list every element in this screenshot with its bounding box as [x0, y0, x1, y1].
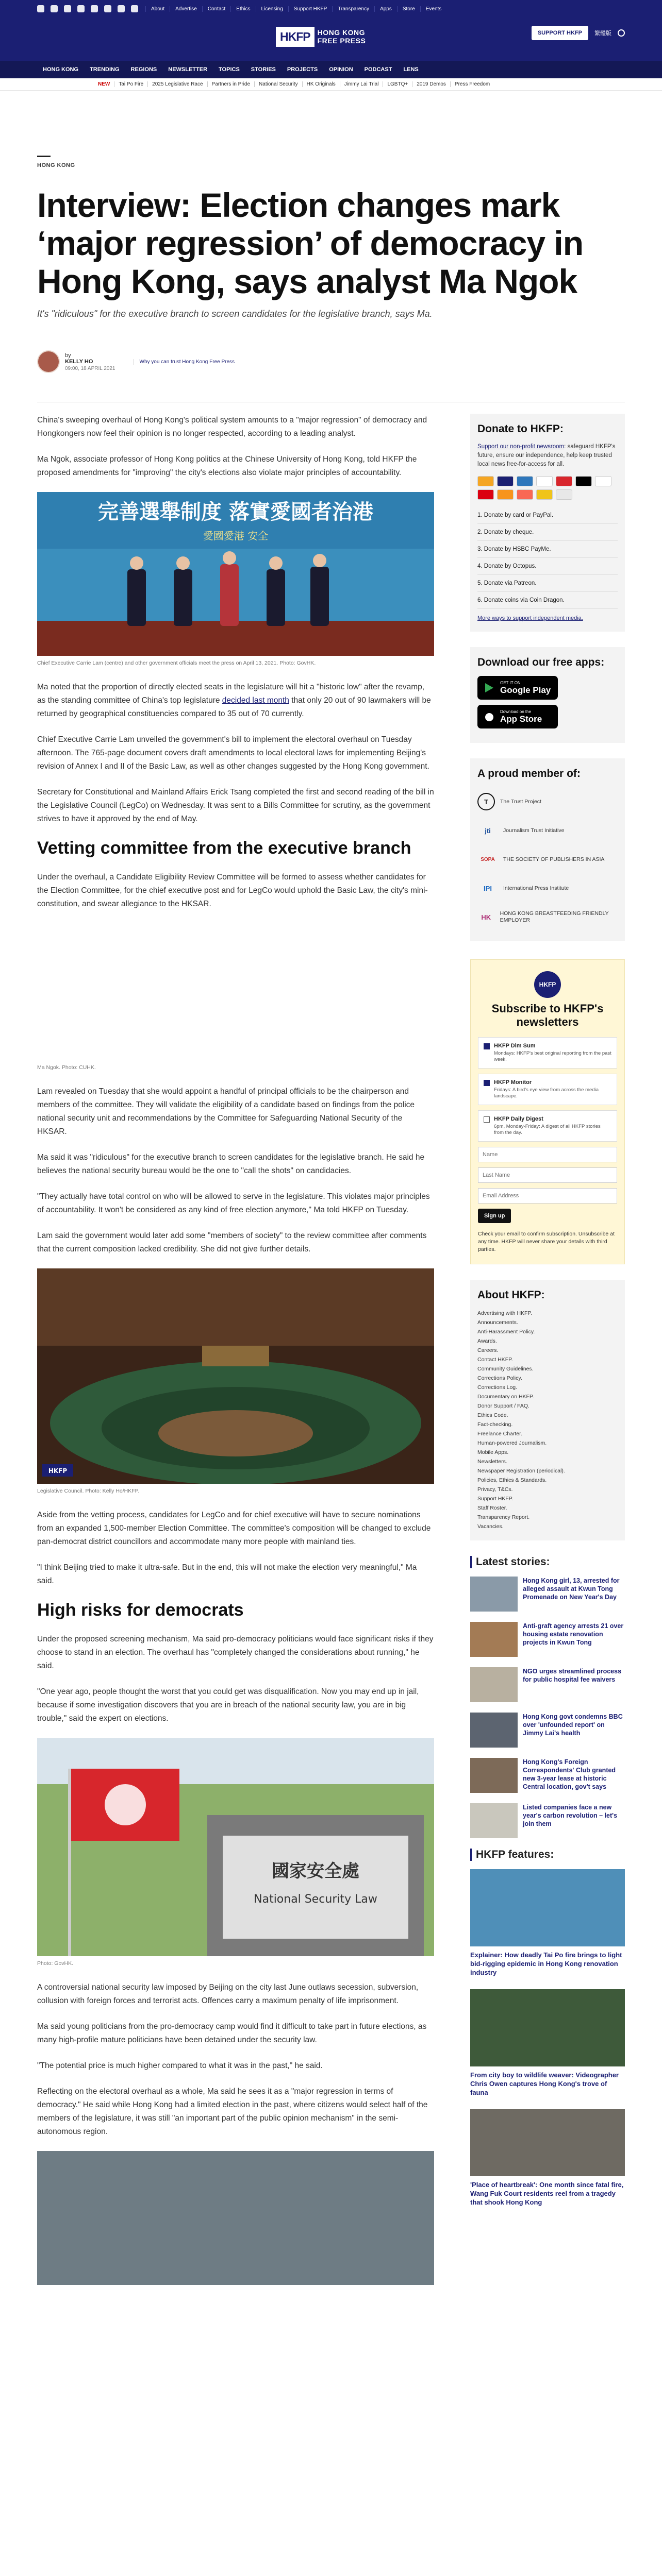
photo-national-security[interactable]	[37, 1738, 434, 1956]
member-item[interactable]	[477, 903, 618, 931]
decision-link[interactable]: decided last month	[222, 696, 289, 705]
top-link[interactable]: Events	[420, 6, 447, 12]
feature-thumbnail[interactable]	[470, 2109, 625, 2176]
photo-press-conference[interactable]	[37, 492, 434, 656]
paragraph: "The potential price is much higher compared to what it was in the past," he said.	[37, 2061, 323, 2070]
nav-item[interactable]: TOPICS	[219, 66, 240, 73]
about-link[interactable]: Contact HKFP.	[477, 1357, 513, 1363]
social-icons	[37, 5, 138, 12]
legco-chamber-illustration	[37, 1268, 434, 1484]
top-link[interactable]: About	[145, 6, 170, 12]
donate-option[interactable]: 1. Donate by card or PayPal.	[477, 507, 618, 524]
donate-option[interactable]: 4. Donate by Octopus.	[477, 558, 618, 575]
about-box	[470, 1280, 625, 1540]
top-link[interactable]: Apps	[374, 6, 397, 12]
paragraph: Aside from the vetting process, candidates for LegCo and for chief executive will have to secure nominations from an expanded 1,500-member Election Committee. The committee's composition will be changed to exclude pan-democrat district councillors and accommodate many more people with mainland ties.	[37, 1511, 431, 1546]
story-title[interactable]: Anti-graft agency arrests 21 over housing estate renovation projects in Kwun Tong	[523, 1622, 624, 1646]
googlepay-icon[interactable]	[595, 476, 611, 486]
figure-final	[37, 2151, 434, 2285]
first-name-input[interactable]	[478, 1147, 617, 1162]
about-link[interactable]: Privacy, T&Cs.	[477, 1486, 513, 1493]
top-link[interactable]: Advertise	[170, 6, 202, 12]
top-link[interactable]: Contact	[202, 6, 230, 12]
applepay-icon[interactable]	[575, 476, 592, 486]
octopus-icon[interactable]	[497, 489, 514, 500]
nav-item[interactable]: LENS	[403, 66, 419, 73]
apps-box	[470, 647, 625, 743]
story-thumbnail[interactable]	[470, 1803, 518, 1838]
photo-caption: Chief Executive Carrie Lam (centre) and other government officials meet the press on April 13, 2021. Photo: GovHK.	[37, 660, 316, 666]
paragraph: Ma said young politicians from the pro-democracy camp would find it difficult to take part in future elections, as many high-profile mature politicians have been detained under the security law.	[37, 2022, 427, 2044]
support-button[interactable]: SUPPORT HKFP	[532, 26, 588, 40]
new-badge: NEW	[98, 81, 110, 87]
newsletter-desc: Fridays: A bird's eye view from across the media landscape.	[494, 1087, 599, 1099]
top-link[interactable]: Ethics	[230, 6, 255, 12]
amex-icon[interactable]	[517, 476, 533, 486]
nav-item[interactable]: PROJECTS	[287, 66, 318, 73]
newsletter-box	[470, 959, 625, 1264]
publish-date: 09:00, 18 APRIL 2021	[65, 365, 115, 371]
top-link[interactable]: Transparency	[332, 6, 374, 12]
kicker-rule	[37, 156, 51, 157]
member-item[interactable]	[477, 845, 618, 874]
apple-icon	[484, 711, 495, 722]
jti-logo: jti	[485, 826, 491, 835]
sub-nav	[0, 78, 662, 91]
paragraph: "They actually have total control on who will be allowed to serve in the legislature. This violates major principles of accountability. It won't be considered as any kind of free election anymore," Ma told HKFP on Tuesday.	[37, 1192, 430, 1214]
paragraph: "I think Beijing tried to make it ultra-safe. But in the end, this will not make the election very meaningful," Ma said.	[37, 1563, 417, 1585]
breastfeeding-logo: HK	[481, 913, 491, 921]
about-link[interactable]: Support HKFP.	[477, 1496, 514, 1502]
sidebar	[470, 414, 625, 2219]
logo-text	[318, 28, 366, 45]
subnav-link[interactable]: HK Originals	[302, 81, 340, 87]
about-link[interactable]: Fact-checking.	[477, 1421, 513, 1428]
linkedin-icon[interactable]	[118, 5, 125, 12]
google-play-icon	[484, 682, 495, 693]
unionpay-icon[interactable]	[556, 476, 572, 486]
sign-chinese-text: 國家安全處	[272, 1861, 359, 1882]
apps-heading: Download our free apps:	[477, 656, 605, 668]
photo-legco[interactable]	[37, 1268, 434, 1484]
feature-title[interactable]: From city boy to wildlife weaver: Videographer Chris Owen captures Hong Kong's trove of fauna	[470, 2071, 619, 2096]
national-security-illustration	[37, 1738, 434, 1956]
subnav-link[interactable]: National Security	[254, 81, 302, 87]
story-thumbnail[interactable]	[470, 1577, 518, 1612]
paragraph: A controversial national security law imposed by Beijing on the city last June outlaws secession, subversion, collusion with foreign forces and terrorist acts. Offences carry a maximum penalty of life imprisonment.	[37, 1983, 419, 2005]
paragraph: "One year ago, people thought the worst that you could get was disqualification. Now you may end up in jail, because if some investigation discovers that you are in breach of the national security law, you are in big trouble," said the expert on elections.	[37, 1687, 419, 1723]
app-store-label: App Store	[500, 714, 542, 724]
by-label: by	[65, 352, 71, 359]
sopa-logo: SOPA	[481, 856, 495, 862]
paragraph: Lam said the government would later add some "members of society" to the review committee after comments that the current composition lacked credibility. She did not give further details.	[37, 1231, 427, 1253]
newsletter-name: HKFP Dim Sum	[494, 1043, 536, 1049]
member-name: The Trust Project	[500, 798, 541, 805]
paragraph-text: that only 20 out of 90 lawmakers will be returned by geographical constituencies compared to 35 out of 70 currently.	[37, 696, 431, 718]
photo-caption: Legislative Council. Photo: Kelly Ho/HKFP.	[37, 1488, 140, 1494]
feature-title[interactable]: 'Place of heartbreak': One month since fatal fire, Wang Fuk Court residents reel from a tragedy that shook Hong Kong	[470, 2181, 624, 2206]
google-play-label: Google Play	[500, 685, 551, 695]
facebook-icon[interactable]	[51, 5, 58, 12]
subnav-link[interactable]: Press Freedom	[450, 81, 494, 87]
story-title[interactable]: Listed companies face a new year's carbon revolution – let's join them	[523, 1804, 618, 1827]
about-link[interactable]: Ethics Code.	[477, 1412, 508, 1418]
newsletter-desc: 6pm, Monday-Friday: A digest of all HKFP stories from the day.	[494, 1124, 601, 1136]
banner-chinese-text: 完善選舉制度 落實愛國者治港	[98, 500, 373, 524]
newsletter-option[interactable]	[478, 1074, 617, 1105]
feature-item[interactable]	[470, 1989, 625, 2097]
cheque-icon[interactable]	[556, 489, 572, 500]
latest-item[interactable]	[470, 1803, 625, 1838]
feature-item[interactable]	[470, 1869, 625, 1977]
email-icon[interactable]	[104, 5, 111, 12]
more-ways-link[interactable]: More ways to support independent media.	[477, 615, 583, 621]
paragraph	[37, 681, 434, 721]
donate-text	[477, 443, 618, 469]
about-link[interactable]: Careers.	[477, 1347, 499, 1353]
telegram-icon[interactable]	[131, 5, 138, 12]
subnav-link[interactable]: 2025 Legislative Race	[147, 81, 207, 87]
member-box	[470, 758, 625, 941]
features	[470, 1849, 625, 2207]
paragraph: China's sweeping overhaul of Hong Kong's political system amounts to a "major regression" of democracy and Hongkongers now feel their opinion is no longer respected, according to a leading analyst.	[37, 416, 427, 438]
newsletter-note: Check your email to confirm subscription. Unsubscribe at any time. HKFP will never share your details with third parties.	[478, 1231, 615, 1252]
feature-thumbnail[interactable]	[470, 1989, 625, 2066]
site-header	[0, 18, 662, 78]
member-item[interactable]	[477, 874, 618, 903]
header-actions	[532, 26, 625, 40]
top-bar	[0, 0, 662, 18]
member-name: Journalism Trust Initiative	[503, 827, 565, 834]
watermark-text: HKFP	[48, 1467, 68, 1475]
subnav-link[interactable]: Tai Po Fire	[114, 81, 147, 87]
article-header	[37, 156, 625, 373]
donate-box	[470, 414, 625, 632]
email-input[interactable]	[478, 1188, 617, 1204]
nav-item[interactable]: HONG KONG	[43, 66, 79, 73]
story-title[interactable]: Hong Kong girl, 13, arrested for alleged assault at Kwun Tong Promenade on New Year's Day	[523, 1577, 620, 1601]
coin-icon[interactable]	[536, 489, 553, 500]
newsletter-desc: Mondays: HKFP's best original reporting from the past week.	[494, 1050, 611, 1062]
logo-line-1: HONG KONG	[317, 28, 366, 37]
paragraph: Reflecting on the electoral overhaul as a whole, Ma said he sees it as a "major regression in terms of democracy." He said while Hong Kong had a limited election in the past, where citizens would select half of the members of the legislature, it was still "an important part of the public opinion mechanism" in the semi-autonomous region.	[37, 2087, 428, 2136]
trust-link[interactable]: Why you can trust Hong Kong Free Press	[133, 359, 235, 365]
author-avatar[interactable]	[37, 350, 60, 373]
newsletter-name: HKFP Daily Digest	[494, 1116, 543, 1122]
search-icon[interactable]	[618, 29, 625, 37]
mastercard-icon[interactable]	[477, 476, 494, 486]
google-play-button[interactable]	[477, 676, 558, 700]
paragraph: Ma said it was "ridiculous" for the executive branch to screen candidates for the legislative branch. He said he believes the national security bureau would be the one to "call the shots" on candidacies.	[37, 1153, 425, 1175]
about-link[interactable]: Community Guidelines.	[477, 1366, 534, 1372]
nav-item[interactable]: REGIONS	[130, 66, 157, 73]
member-name: HONG KONG BREASTFEEDING FRIENDLY EMPLOYER	[500, 910, 609, 923]
section-heading: High risks for democrats	[37, 1600, 244, 1620]
photo-final[interactable]	[37, 2151, 434, 2285]
figure-national-security	[37, 1738, 434, 1967]
member-name: International Press Institute	[503, 885, 569, 891]
byline	[37, 350, 625, 373]
about-link[interactable]: Donor Support / FAQ.	[477, 1403, 529, 1409]
top-link[interactable]: Licensing	[256, 6, 288, 12]
youtube-icon[interactable]	[91, 5, 98, 12]
about-link[interactable]: Transparency Report.	[477, 1514, 530, 1520]
paragraph: Chief Executive Carrie Lam unveiled the government's bill to implement the electoral overhaul on Tuesday afternoon. The 765-page document covers draft amendments to local electoral laws for implementing Beijing's revision of Annex I and II of the Basic Law, as well as other changes suggested by the Hong Kong government.	[37, 735, 429, 771]
paragraph: Secretary for Constitutional and Mainland Affairs Erick Tsang completed the first and second reading of the bill in the Legislative Council (LegCo) on Wednesday. It was sent to a Bills Committee for scrutiny, as the government strives to have it approved by the end of May.	[37, 788, 434, 823]
latest-heading: Latest stories:	[470, 1556, 625, 1568]
newsletter-heading: Subscribe to HKFP's newsletters	[491, 1002, 604, 1028]
about-link[interactable]: Announcements.	[477, 1319, 518, 1326]
logo-line-2: FREE PRESS	[317, 37, 366, 45]
figure-ma-ngok	[37, 923, 434, 1071]
twitter-icon[interactable]	[37, 5, 44, 12]
story-title[interactable]: NGO urges streamlined process for public hospital fee waivers	[523, 1668, 622, 1683]
about-link[interactable]: Newspaper Registration (periodical).	[477, 1468, 565, 1474]
checkbox-checked[interactable]	[484, 1043, 490, 1049]
donate-desc: : safeguard HKFP's future, ensure our independence, help keep trusted local news free-for-access for all.	[477, 444, 616, 467]
subnav-link[interactable]: LGBTQ+	[383, 81, 412, 87]
feature-item[interactable]	[470, 2109, 625, 2207]
app-store-small: Download on the	[500, 709, 532, 714]
features-heading: HKFP features:	[470, 1849, 625, 1861]
donate-option[interactable]: 3. Donate by HSBC PayMe.	[477, 541, 618, 558]
newsletter-option[interactable]	[478, 1110, 617, 1142]
main-nav	[0, 61, 662, 78]
story-title[interactable]: Hong Kong's Foreign Correspondents' Club granted new 3-year lease at historic Central location, gov't says	[523, 1758, 616, 1790]
top-link[interactable]: Store	[397, 6, 420, 12]
paypal-icon[interactable]	[536, 476, 553, 486]
language-switch[interactable]: 繁體版	[594, 30, 611, 37]
subnav-link[interactable]: Jimmy Lai Trial	[340, 81, 383, 87]
nav-item[interactable]: STORIES	[251, 66, 276, 73]
about-link[interactable]: Freelance Charter.	[477, 1431, 522, 1437]
checkbox-unchecked[interactable]	[484, 1116, 490, 1123]
donate-option[interactable]: 6. Donate coins via Coin Dragon.	[477, 592, 618, 609]
ipi-logo: IPI	[484, 884, 492, 892]
author-block	[65, 352, 115, 371]
app-store-button[interactable]	[477, 705, 558, 728]
photo-caption: Ma Ngok. Photo: CUHK.	[37, 1064, 96, 1071]
about-heading: About HKFP:	[477, 1289, 545, 1301]
latest-item[interactable]	[470, 1667, 625, 1702]
latest-item[interactable]	[470, 1758, 625, 1793]
last-name-input[interactable]	[478, 1167, 617, 1183]
nav-item[interactable]: OPINION	[329, 66, 353, 73]
member-item[interactable]	[477, 787, 618, 816]
feature-thumbnail[interactable]	[470, 1869, 625, 1946]
about-link[interactable]: Documentary on HKFP.	[477, 1394, 534, 1400]
about-link[interactable]: Awards.	[477, 1338, 497, 1344]
about-links	[477, 1309, 618, 1531]
newsletter-option[interactable]	[478, 1037, 617, 1069]
about-link[interactable]: Newsletters.	[477, 1459, 507, 1465]
story-thumbnail[interactable]	[470, 1758, 518, 1793]
about-link[interactable]: Vacancies.	[477, 1523, 504, 1530]
section-heading: Vetting committee from the executive branch	[37, 838, 411, 858]
story-thumbnail[interactable]	[470, 1622, 518, 1657]
press-conference-illustration	[37, 492, 434, 656]
patreon-icon[interactable]	[517, 489, 533, 500]
figure-press-conference	[37, 492, 434, 666]
about-link[interactable]: Corrections Log.	[477, 1384, 518, 1391]
article-title: Interview: Election changes mark ‘major regression’ of democracy in Hong Kong, says analyst Ma Ngok	[37, 186, 584, 300]
article-category[interactable]: HONG KONG	[37, 162, 75, 168]
reddit-icon[interactable]	[77, 5, 85, 12]
photo-ma-ngok[interactable]	[37, 923, 434, 1060]
sign-english-text: National Security Law	[254, 1893, 377, 1906]
banner-sub-text: 愛國愛港 安全	[203, 530, 269, 542]
donate-option[interactable]: 5. Donate via Patreon.	[477, 575, 618, 592]
top-links	[145, 6, 446, 12]
member-heading: A proud member of:	[477, 768, 581, 779]
signup-button[interactable]: Sign up	[478, 1209, 511, 1223]
google-play-small: GET IT ON	[500, 680, 521, 685]
donate-heading: Donate to HKFP:	[477, 423, 564, 435]
checkbox-checked[interactable]	[484, 1080, 490, 1086]
donate-option[interactable]: 2. Donate by cheque.	[477, 524, 618, 541]
story-thumbnail[interactable]	[470, 1667, 518, 1702]
about-link[interactable]: Advertising with HKFP.	[477, 1310, 533, 1316]
author-name[interactable]: KELLY HO	[65, 358, 93, 365]
paragraph: Under the overhaul, a Candidate Eligibility Review Committee will be formed to assess whether candidates for the Election Committee, for the chief executive post and for LegCo would uphold the Basic Law, the city's mini-constitution, and swear allegiance to the HKSAR.	[37, 873, 428, 908]
latest-item[interactable]	[470, 1713, 625, 1748]
payme-icon[interactable]	[477, 489, 494, 500]
donate-link[interactable]: Support our non-profit newsroom	[477, 444, 565, 450]
figure-legco	[37, 1268, 434, 1494]
nav-item[interactable]: PODCAST	[364, 66, 392, 73]
newsletter-logo: HKFP	[534, 971, 561, 998]
about-link[interactable]: Policies, Ethics & Standards.	[477, 1477, 547, 1483]
about-link[interactable]: Staff Roster.	[477, 1505, 507, 1511]
about-link[interactable]: Anti-Harassment Policy.	[477, 1329, 535, 1335]
about-link[interactable]: Corrections Policy.	[477, 1375, 522, 1381]
latest-stories	[470, 1556, 625, 1838]
nav-item[interactable]: TRENDING	[90, 66, 120, 73]
photo-caption: Photo: GovHK.	[37, 1960, 74, 1967]
feature-title[interactable]: Explainer: How deadly Tai Po fire brings to light bid-rigging epidemic in Hong Kong renovation industry	[470, 1951, 622, 1976]
paragraph: Lam revealed on Tuesday that she would appoint a handful of principal officials to be the chairperson and members of the committee. They will validate the eligibility of a candidate based on findings from the police national security unit and recommendations by the Committee for Safeguarding National Security of the HKSAR.	[37, 1087, 415, 1136]
about-link[interactable]: Human-powered Journalism.	[477, 1440, 547, 1446]
subnav-link[interactable]: 2019 Demos	[412, 81, 450, 87]
donate-options	[477, 507, 618, 609]
trust-project-logo: T	[477, 793, 495, 810]
member-item[interactable]	[477, 816, 618, 845]
instagram-icon[interactable]	[64, 5, 71, 12]
latest-item[interactable]	[470, 1577, 625, 1612]
nav-item[interactable]: NEWSLETTER	[168, 66, 208, 73]
subnav-link[interactable]: Partners in Pride	[207, 81, 254, 87]
visa-icon[interactable]	[497, 476, 514, 486]
latest-item[interactable]	[470, 1622, 625, 1657]
paragraph: Ma Ngok, associate professor of Hong Kong politics at the Chinese University of Hong Kong, told HKFP the proposed amendments for "improving" the city's elections also violate major principles of accountability.	[37, 455, 417, 477]
article-subtitle: It's "ridiculous" for the executive branch to screen candidates for the legislative branch, says Ma.	[37, 309, 433, 319]
paragraph-text: Ma noted that the proportion of directly elected seats in the legislature will hit a "historic low" after the revamp, as the standing committee of China's top legislature	[37, 683, 425, 705]
story-title[interactable]: Hong Kong govt condemns BBC over 'unfounded report' on Jimmy Lai's health	[523, 1713, 623, 1737]
logo-mark: HKFP	[276, 27, 315, 47]
top-link[interactable]: Support HKFP	[288, 6, 332, 12]
site-logo[interactable]	[276, 23, 387, 50]
about-link[interactable]: Mobile Apps.	[477, 1449, 509, 1455]
member-name: THE SOCIETY OF PUBLISHERS IN ASIA	[503, 856, 605, 862]
paragraph: Under the proposed screening mechanism, Ma said pro-democracy politicians would face significant risks if they choose to stand in an election. The overhaul has "completely changed the considerations about running," he said.	[37, 1635, 434, 1670]
article-body	[37, 414, 434, 2299]
story-thumbnail[interactable]	[470, 1713, 518, 1748]
newsletter-name: HKFP Monitor	[494, 1079, 532, 1086]
payment-icons	[477, 476, 618, 500]
